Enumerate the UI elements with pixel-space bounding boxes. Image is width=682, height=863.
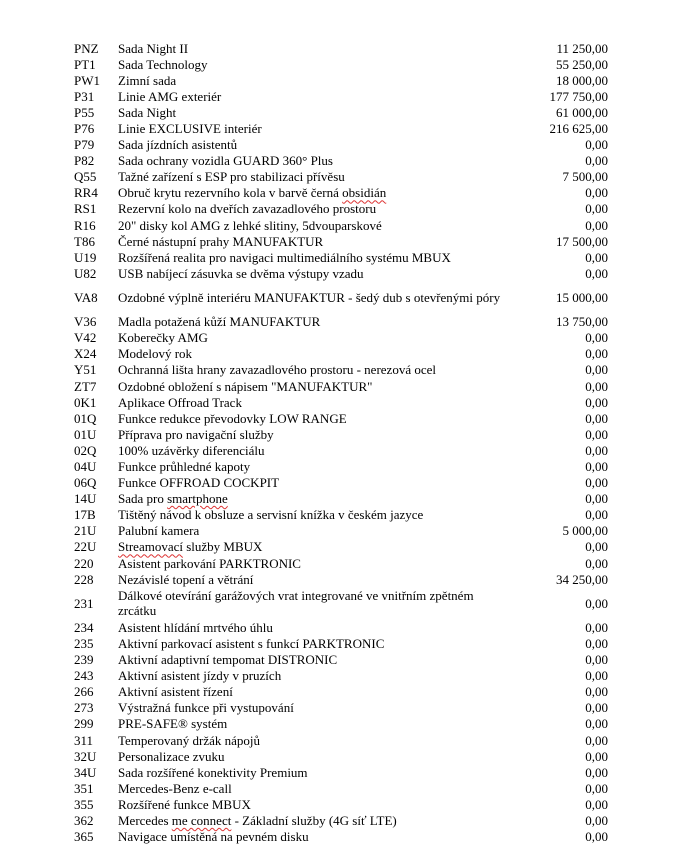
option-code: P82	[74, 153, 95, 169]
option-code: 311	[74, 732, 94, 748]
option-description: Navigace umístěná na pevném disku	[118, 829, 309, 845]
option-description: Aktivní adaptivní tempomat DISTRONIC	[118, 652, 338, 668]
option-code: Y51	[74, 362, 97, 378]
option-code: U19	[74, 249, 97, 265]
table-row	[74, 587, 608, 619]
option-price: 0,00	[585, 829, 608, 845]
option-code: 273	[74, 700, 94, 716]
option-description: Koberečky AMG	[118, 330, 208, 346]
table-row	[74, 362, 608, 378]
table-row	[74, 378, 608, 394]
option-price: 0,00	[585, 442, 608, 458]
option-price: 55 250,00	[556, 56, 608, 72]
option-code: 365	[74, 829, 94, 845]
option-price: 0,00	[585, 201, 608, 217]
option-code: T86	[74, 233, 95, 249]
table-row	[74, 40, 608, 56]
table-row	[74, 217, 608, 233]
option-price: 7 500,00	[562, 169, 608, 185]
option-price: 0,00	[585, 555, 608, 571]
option-code: 02Q	[74, 442, 97, 458]
table-row	[74, 813, 608, 829]
option-code: V42	[74, 330, 97, 346]
option-code: RR4	[74, 185, 98, 201]
option-description: 100% uzávěrky diferenciálu	[118, 442, 265, 458]
option-code: PW1	[74, 72, 100, 88]
option-description: Výstražná funkce při vystupování	[118, 700, 294, 716]
option-description: Ozdobné obložení s nápisem "MANUFAKTUR"	[118, 378, 373, 394]
table-row	[74, 700, 608, 716]
option-code: 231	[74, 595, 94, 611]
option-code: PNZ	[74, 40, 99, 56]
table-row	[74, 748, 608, 764]
spellcheck-underline: obsidián	[342, 185, 387, 201]
option-price: 13 750,00	[556, 314, 608, 330]
table-row	[74, 330, 608, 346]
option-description: Rozšířené funkce MBUX	[118, 796, 251, 812]
option-description: PRE-SAFE® systém	[118, 716, 228, 732]
option-description: Sada Night	[118, 104, 177, 120]
option-code: 06Q	[74, 475, 97, 491]
table-row	[74, 619, 608, 635]
option-code: 01U	[74, 426, 97, 442]
option-price: 0,00	[585, 362, 608, 378]
table-row	[74, 120, 608, 136]
table-row	[74, 571, 608, 587]
option-price: 18 000,00	[556, 72, 608, 88]
option-code: 362	[74, 813, 94, 829]
option-price: 0,00	[585, 426, 608, 442]
table-row	[74, 185, 608, 201]
table-row	[74, 281, 608, 313]
option-price: 0,00	[585, 780, 608, 796]
option-code: 220	[74, 555, 94, 571]
option-code: 0K1	[74, 394, 97, 410]
table-row	[74, 716, 608, 732]
table-row	[74, 555, 608, 571]
option-code: U82	[74, 265, 97, 281]
option-code: 32U	[74, 748, 97, 764]
table-row	[74, 635, 608, 651]
option-price: 61 000,00	[556, 104, 608, 120]
table-row	[74, 652, 608, 668]
option-price: 0,00	[585, 796, 608, 812]
option-description: Rezervní kolo na dveřích zavazadlového prostoru	[118, 201, 377, 217]
option-price: 0,00	[585, 491, 608, 507]
option-price: 0,00	[585, 265, 608, 281]
table-row	[74, 780, 608, 796]
equipment-price-table	[74, 40, 608, 845]
table-row	[74, 491, 608, 507]
option-price: 0,00	[585, 764, 608, 780]
option-description: USB nabíjecí zásuvka se dvěma výstupy vzadu	[118, 265, 364, 281]
table-row	[74, 233, 608, 249]
option-code: 266	[74, 684, 94, 700]
option-code: 22U	[74, 539, 97, 555]
option-price: 0,00	[585, 346, 608, 362]
option-code: 14U	[74, 491, 97, 507]
table-row	[74, 88, 608, 104]
option-description: Sada pro smartphone	[118, 491, 228, 507]
option-code: P79	[74, 137, 95, 153]
option-description: Funkce průhledné kapoty	[118, 458, 251, 474]
option-price: 0,00	[585, 217, 608, 233]
option-code: RS1	[74, 201, 97, 217]
option-code: 21U	[74, 523, 97, 539]
table-row	[74, 249, 608, 265]
table-row	[74, 153, 608, 169]
option-description: Zimní sada	[118, 72, 177, 88]
table-row	[74, 458, 608, 474]
option-code: 299	[74, 716, 94, 732]
table-row	[74, 265, 608, 281]
table-row	[74, 829, 608, 845]
option-description: Sada jízdních asistentů	[118, 137, 238, 153]
option-price: 0,00	[585, 249, 608, 265]
option-code: P76	[74, 121, 95, 137]
option-code: 234	[74, 619, 94, 635]
spellcheck-underline: smartphone	[167, 491, 228, 507]
table-row	[74, 475, 608, 491]
option-price: 15 000,00	[556, 290, 608, 305]
option-price: 0,00	[585, 539, 608, 555]
option-price: 0,00	[585, 652, 608, 668]
option-description: Aktivní asistent jízdy v pruzích	[118, 668, 282, 684]
option-price: 216 625,00	[549, 121, 608, 137]
option-price: 0,00	[585, 700, 608, 716]
option-code: 235	[74, 636, 94, 652]
option-price: 0,00	[585, 732, 608, 748]
option-description: Sada Technology	[118, 56, 208, 72]
option-price: 0,00	[585, 410, 608, 426]
option-description: Linie EXCLUSIVE interiér	[118, 121, 262, 137]
option-price: 5 000,00	[562, 523, 608, 539]
option-code: PT1	[74, 56, 96, 72]
option-description: Tištěný návod k obsluze a servisní knížka v českém jazyce	[118, 507, 424, 523]
option-description: Ozdobné výplně interiéru MANUFAKTUR - šedý dub s otevřenými póry	[118, 290, 501, 305]
table-row	[74, 410, 608, 426]
option-price: 0,00	[585, 619, 608, 635]
option-code: V36	[74, 314, 97, 330]
table-row	[74, 201, 608, 217]
option-description: Sada Night II	[118, 40, 189, 56]
option-description: Aplikace Offroad Track	[118, 394, 242, 410]
option-description: Mercedes-Benz e-call	[118, 780, 232, 796]
option-price: 0,00	[585, 595, 608, 611]
option-code: 01Q	[74, 410, 97, 426]
option-description: Dálkové otevírání garážových vrat integrované ve vnitřním zpětném zrcátku	[118, 588, 474, 619]
option-description: Rozšířená realita pro navigaci multimediálního systému MBUX	[118, 249, 451, 265]
option-description: Personalizace zvuku	[118, 748, 225, 764]
option-description: Asistent parkování PARKTRONIC	[118, 555, 301, 571]
option-description: Aktivní parkovací asistent s funkcí PARKTRONIC	[118, 636, 385, 652]
option-code: Q55	[74, 169, 97, 185]
option-price: 0,00	[585, 813, 608, 829]
option-description: Temperovaný držák nápojů	[118, 732, 261, 748]
option-price: 11 250,00	[556, 40, 608, 56]
table-row	[74, 56, 608, 72]
table-row	[74, 442, 608, 458]
spellcheck-underline: Streamovací	[118, 539, 183, 555]
table-row	[74, 314, 608, 330]
option-description: Linie AMG exteriér	[118, 88, 222, 104]
table-row	[74, 764, 608, 780]
option-code: 17B	[74, 507, 96, 523]
option-code: ZT7	[74, 378, 97, 394]
table-row	[74, 346, 608, 362]
option-description: 20" disky kol AMG z lehké slitiny, 5dvouparskové	[118, 217, 382, 233]
option-price: 0,00	[585, 636, 608, 652]
option-description: Modelový rok	[118, 346, 193, 362]
option-code: 228	[74, 571, 94, 587]
option-price: 0,00	[585, 137, 608, 153]
option-code: 239	[74, 652, 94, 668]
table-row	[74, 104, 608, 120]
option-code: 243	[74, 668, 94, 684]
option-description: Asistent hlídání mrtvého úhlu	[118, 619, 273, 635]
option-description: Ochranná lišta hrany zavazadlového prostoru - nerezová ocel	[118, 362, 436, 378]
table-row	[74, 394, 608, 410]
option-description: Příprava pro navigační služby	[118, 426, 274, 442]
option-price: 17 500,00	[556, 233, 608, 249]
equipment-rows	[74, 40, 608, 845]
option-price: 0,00	[585, 378, 608, 394]
option-description: Madla potažená kůží MANUFAKTUR	[118, 314, 321, 330]
option-price: 0,00	[585, 668, 608, 684]
option-description: Mercedes me connect - Základní služby (4G síť LTE)	[118, 813, 397, 829]
option-price: 0,00	[585, 748, 608, 764]
option-description: Funkce redukce převodovky LOW RANGE	[118, 410, 347, 426]
table-row	[74, 796, 608, 812]
option-description: Aktivní asistent řízení	[118, 684, 233, 700]
option-code: 351	[74, 780, 94, 796]
table-row	[74, 72, 608, 88]
option-description: Sada ochrany vozidla GUARD 360° Plus	[118, 153, 333, 169]
option-price: 0,00	[585, 507, 608, 523]
option-code: 04U	[74, 458, 97, 474]
table-row	[74, 169, 608, 185]
option-price: 0,00	[585, 684, 608, 700]
option-price: 34 250,00	[556, 571, 608, 587]
option-price: 0,00	[585, 185, 608, 201]
option-description: Tažné zařízení s ESP pro stabilizaci přívěsu	[118, 169, 345, 185]
option-price: 0,00	[585, 458, 608, 474]
table-row	[74, 426, 608, 442]
option-code: X24	[74, 346, 97, 362]
option-price: 0,00	[585, 330, 608, 346]
option-code: P55	[74, 104, 95, 120]
option-code: VA8	[74, 290, 98, 305]
option-price: 0,00	[585, 153, 608, 169]
table-row	[74, 684, 608, 700]
option-description: Sada rozšířené konektivity Premium	[118, 764, 308, 780]
spellcheck-underline: me connect	[171, 813, 232, 829]
option-price: 177 750,00	[549, 88, 608, 104]
option-code: R16	[74, 217, 96, 233]
option-description: Funkce OFFROAD COCKPIT	[118, 475, 280, 491]
option-description: Palubní kamera	[118, 523, 200, 539]
option-code: 34U	[74, 764, 97, 780]
table-row	[74, 732, 608, 748]
option-price: 0,00	[585, 475, 608, 491]
option-price: 0,00	[585, 716, 608, 732]
option-description: Obruč krytu rezervního kola v barvě černá obsidián	[118, 185, 387, 201]
option-price: 0,00	[585, 394, 608, 410]
table-row	[74, 507, 608, 523]
option-code: P31	[74, 88, 95, 104]
table-row	[74, 668, 608, 684]
table-row	[74, 137, 608, 153]
table-row	[74, 539, 608, 555]
option-code: 355	[74, 796, 94, 812]
table-row	[74, 523, 608, 539]
option-description: Streamovací služby MBUX	[118, 539, 263, 555]
option-description: Černé nástupní prahy MANUFAKTUR	[118, 233, 324, 249]
option-description: Nezávislé topení a větrání	[118, 571, 254, 587]
